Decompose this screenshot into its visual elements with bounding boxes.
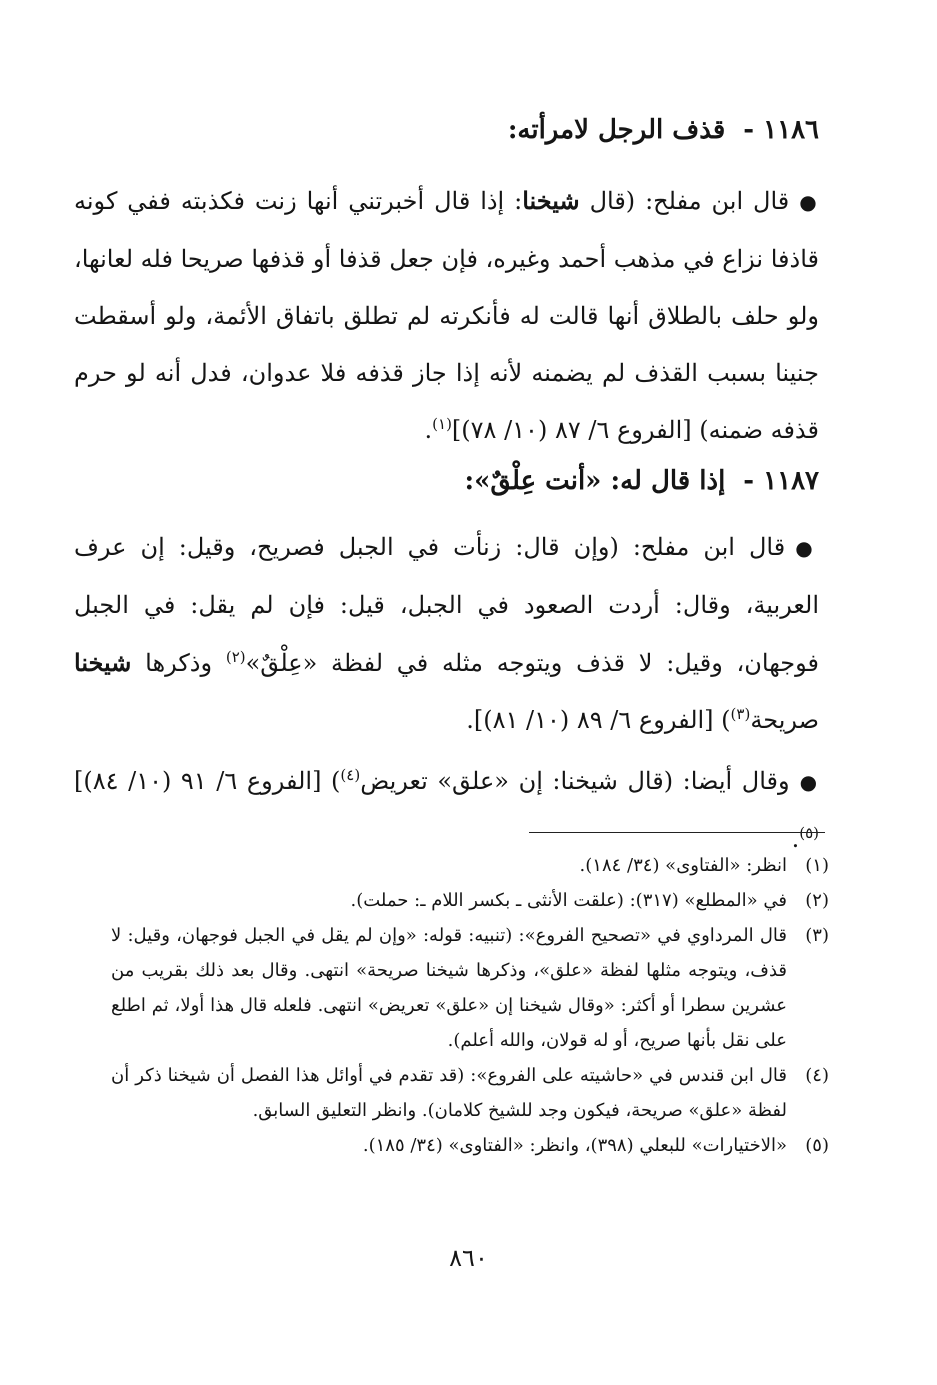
main-text (74, 108, 819, 868)
paragraph-text: قال ابن مفلح: (وإن قال: زنأت في الجبل فصريح، وقيل: إن عرف العربية، وقال: أردت الصعود في الجبل، قيل: فإن لم يقل: في الجبل فوجهان، وقيل: لا قذف ويتوجه مثله في لفظة «عِلْقٌ» (74, 533, 820, 677)
paragraph-1186-1 (74, 172, 819, 459)
footnote-4 (111, 1058, 829, 1128)
footnote-number: (٣) (805, 925, 829, 946)
bullet-icon: ● (795, 536, 820, 560)
footnote-3 (111, 918, 829, 1058)
bullet-icon: ● (799, 190, 820, 214)
paragraph-1187-1 (74, 519, 819, 749)
section-title: قذف الرجل لامرأته: (507, 115, 726, 145)
paragraph-text: وذكرها (131, 649, 226, 677)
footnote-ref: (٣) (730, 705, 751, 723)
footnotes (111, 848, 829, 1163)
section-number: ١١٨٧ - (743, 466, 819, 496)
section-title: إذا قال له: «أنت عِلْقٌ»: (464, 466, 726, 496)
section-heading-1187 (74, 459, 819, 503)
footnote-1 (111, 848, 829, 883)
footnote-ref: (٤) (340, 766, 361, 784)
section-heading-1186 (74, 108, 819, 152)
footnote-number: (٢) (805, 890, 829, 911)
paragraph-text: ) [الفروع ٦/ ٨٩ (١٠/ ٨١)]. (466, 706, 731, 734)
footnote-text: انظر: «الفتاوى» (٣٤/ ١٨٤). (579, 855, 787, 876)
footnote-text: قال ابن قندس في «حاشيته على الفروع»: (قد تقدم في أوائل هذا الفصل أن شيخنا ذكر أن لفظة «علق» صريحة، فيكون وجد للشيخ كلامان). وانظر التعليق السابق. (111, 1065, 787, 1121)
paragraph-end: . (791, 825, 800, 853)
paragraph-text: وقال أيضا: (قال شيخنا: إن «علق» تعريض (360, 767, 790, 795)
footnote-ref: (١) (432, 415, 452, 433)
footnote-2 (111, 883, 829, 918)
footnote-number: (٤) (805, 1065, 829, 1086)
footnote-ref: (٥) (799, 824, 819, 842)
page-number: ٨٦٠ (449, 1244, 488, 1272)
footnote-number: (١) (805, 855, 829, 876)
footnote-text: قال المرداوي في «تصحيح الفروع»: (تنبيه: قوله: «وإن لم يقل في الجبل فوجهان، وقيل: لا قذف، ويتوجه مثلها لفظة «علق»، وذكرها شيخنا صريحة» انتهى. وقال بعد ذلك بقريب من عشرين سطرا أو أكثر: «وقال شيخنا إن «علق» تعريض» انتهى. فلعله قال هذا أولا، ثم اطلع على نقل بأنها صريح، أو له قولان، والله أعلم). (111, 925, 787, 1051)
footnote-separator (529, 832, 825, 833)
paragraph-text: : إذا قال أخبرتني أنها زنت فكذبته ففي كونه قاذفا نزاع في مذهب أحمد وغيره، فإن جعل قذفا أو قذفها صريحا فله لعانها، ولو حلف بالطلاق أنها قالت له فأنكرته لم تطلق باتفاق الأئمة، ولو أسقطت جنينا بسبب القذف لم يضمنه لأنه إذا جاز قذفه فلا عدوان، فدل أنه لو حرم قذفه ضمنه) [الفروع ٦/ ٨٧ (١٠/ ٧٨)] (74, 187, 820, 444)
footnote-number: (٥) (805, 1135, 829, 1156)
paragraph-text: ) [الفروع ٦/ ٩١ (١٠/ ٨٤)] (74, 767, 341, 795)
footnote-text: في «المطلع» (٣١٧): (علقت الأنثى ـ بكسر اللام ـ: حملت). (350, 890, 787, 911)
paragraph-text: صريحة (750, 706, 819, 734)
section-number: ١١٨٦ - (743, 115, 819, 145)
footnote-text: «الاختيارات» للبعلي (٣٩٨)، وانظر: «الفتاوى» (٣٤/ ١٨٥). (362, 1135, 787, 1156)
paragraph-text: قال ابن مفلح: (قال (589, 187, 790, 215)
bullet-icon: ● (799, 770, 820, 794)
footnote-5 (111, 1128, 829, 1163)
paragraph-end: . (424, 416, 433, 444)
bold-term: شيخنا (74, 648, 132, 677)
bold-term: شيخنا (522, 186, 580, 215)
footnote-ref: (٢) (225, 648, 246, 666)
